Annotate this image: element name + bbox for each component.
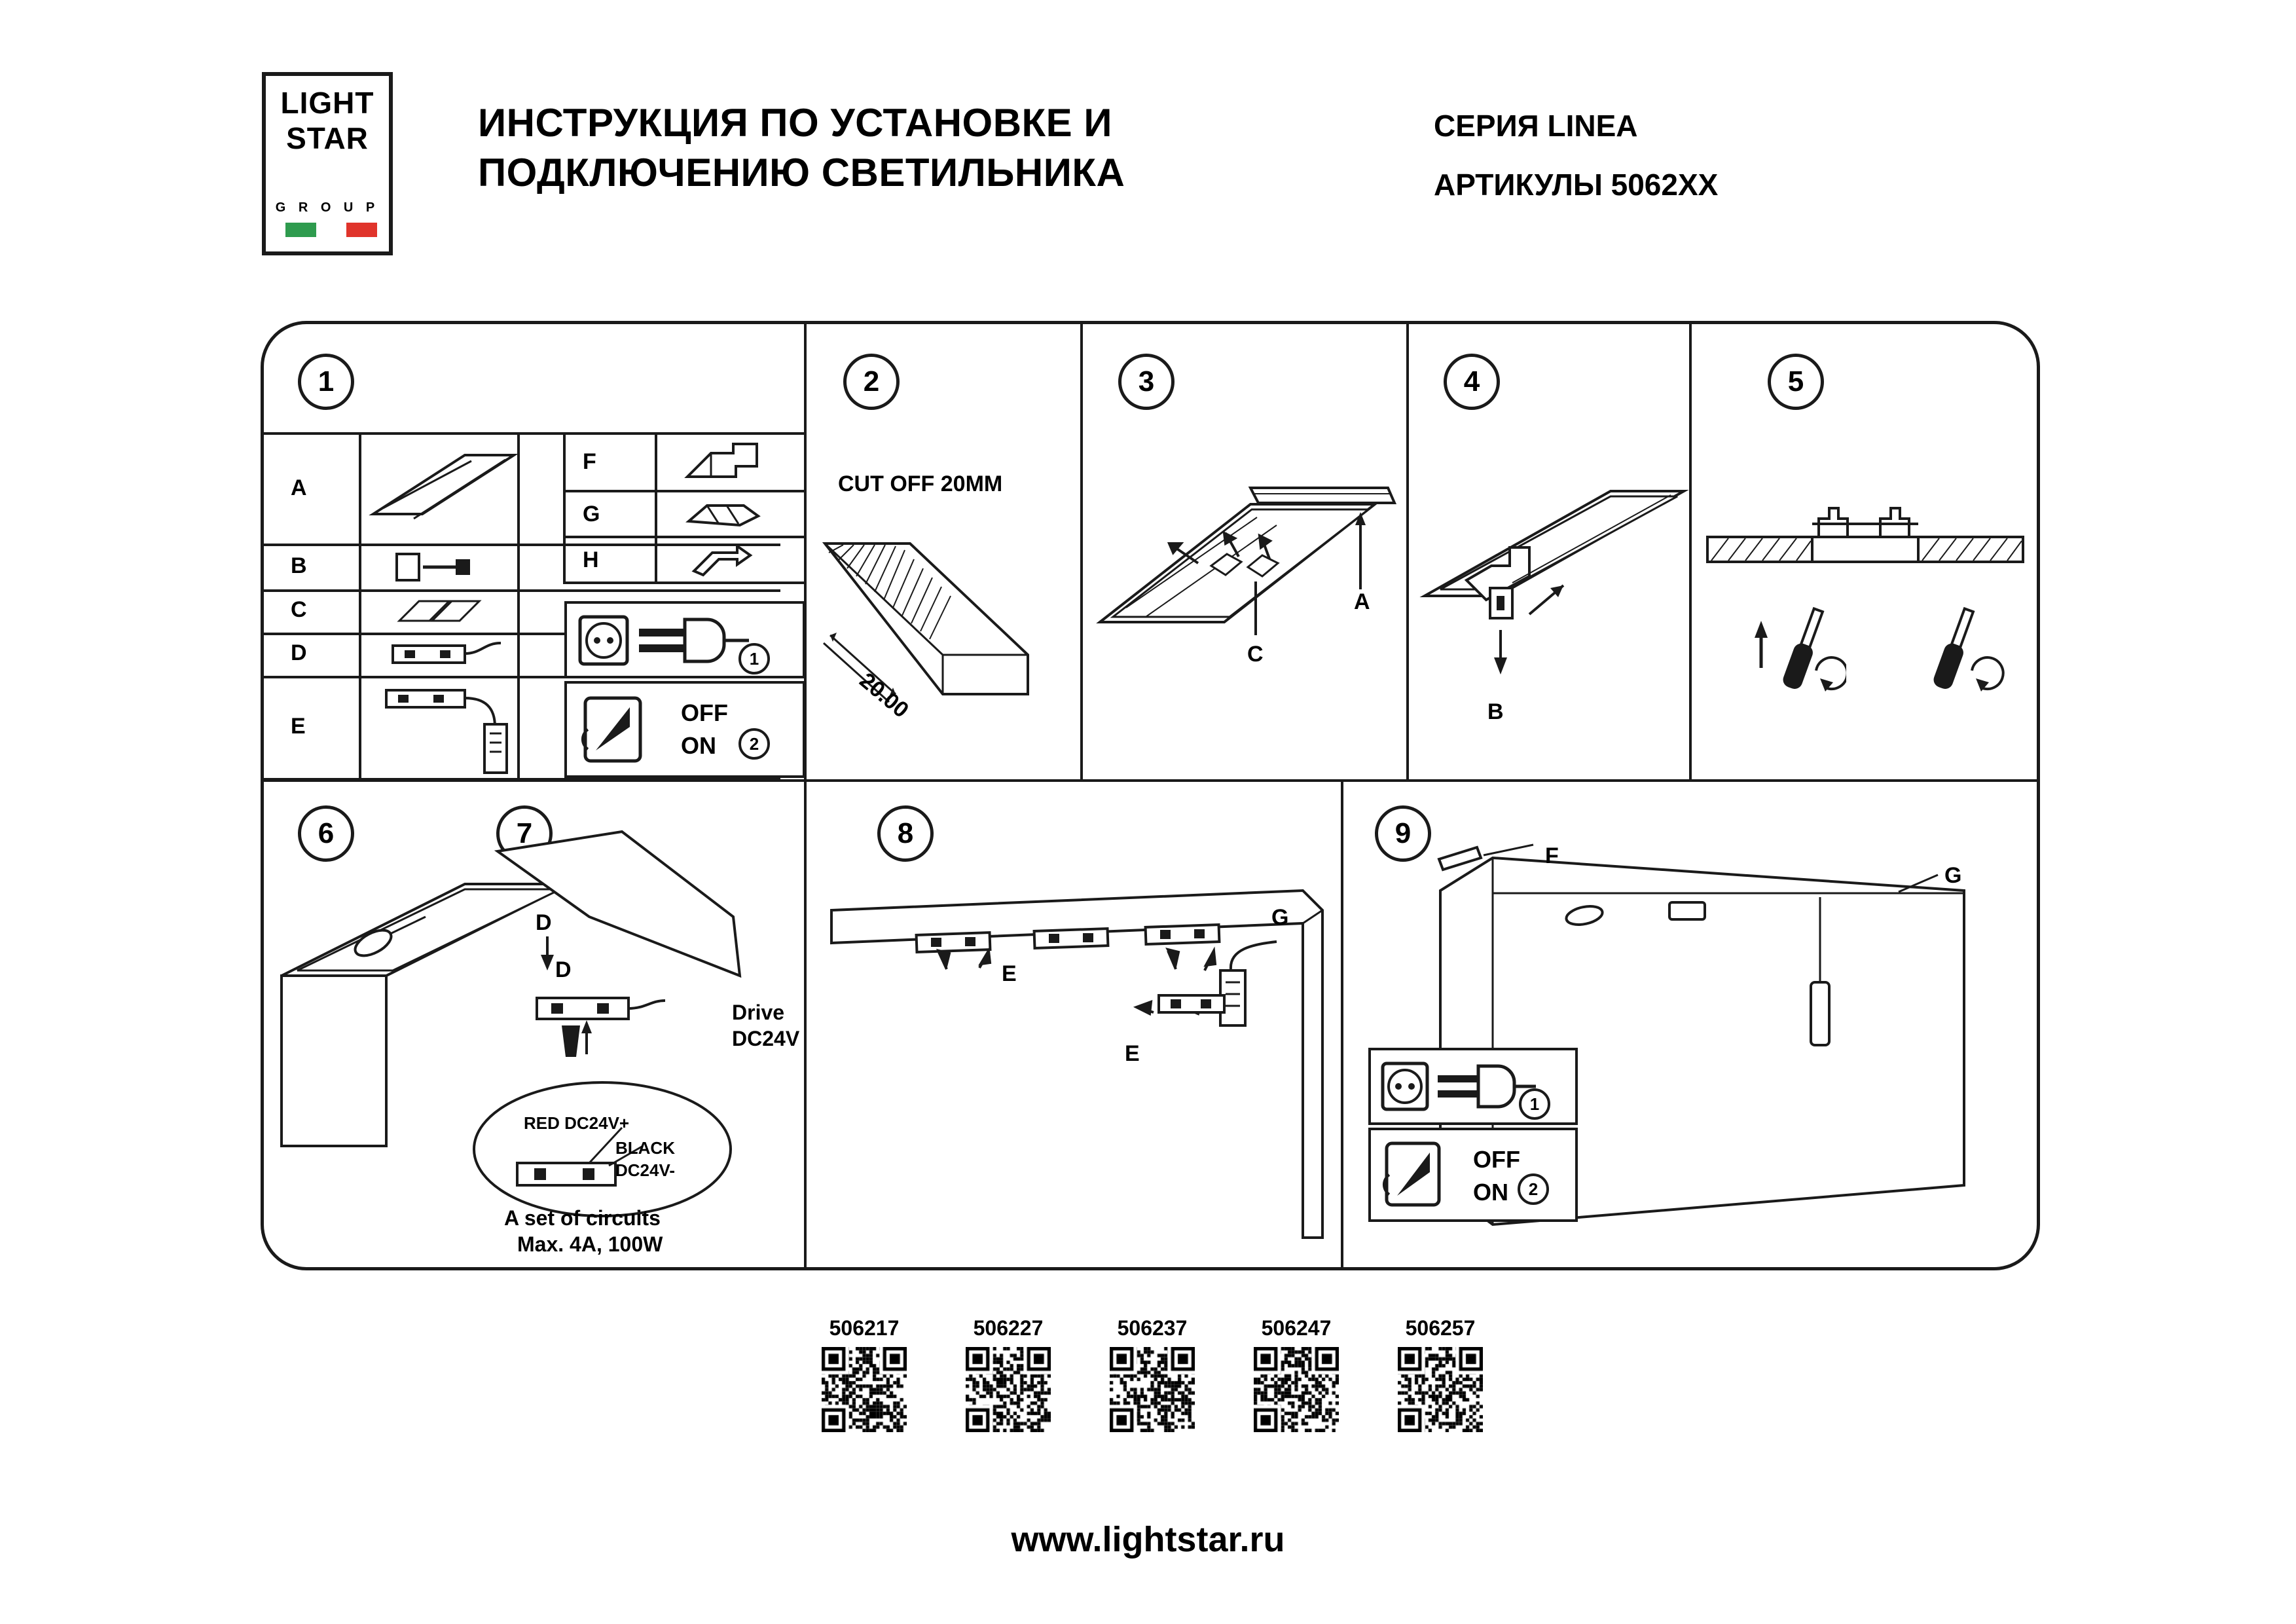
- part-a-drawing: [367, 445, 517, 530]
- step-badge-5: 5: [1768, 354, 1824, 410]
- switch-off-label: OFF: [681, 699, 728, 726]
- company-logo: [262, 72, 393, 255]
- step2-drawing: [812, 504, 1080, 779]
- step9-socket-number: 1: [1519, 1088, 1550, 1120]
- screwdriver-left-icon: [1741, 589, 1846, 714]
- step-badge-1: 1: [298, 354, 354, 410]
- series-label: СЕРИЯ LINEA: [1434, 109, 1638, 143]
- step-badge-7: 7: [496, 805, 553, 862]
- qr-code-0[interactable]: [822, 1347, 907, 1432]
- website-url[interactable]: www.lightstar.ru: [1011, 1520, 1285, 1559]
- title-line-1: ИНСТРУКЦИЯ ПО УСТАНОВКЕ И: [478, 101, 1112, 145]
- part-label-h: H: [583, 547, 599, 572]
- qr-code-2[interactable]: [1110, 1347, 1195, 1432]
- part-b-drawing: [393, 549, 478, 585]
- step-badge-9: 9: [1375, 805, 1431, 862]
- product-code-0: [805, 1316, 923, 1432]
- step9-off-label: OFF: [1473, 1146, 1520, 1173]
- logo-group-text: G R O U P: [275, 200, 380, 215]
- part-g-drawing: [681, 496, 766, 533]
- step7-driver-drawing: [524, 989, 740, 1074]
- parts2-rule-2: [563, 536, 805, 538]
- part-label-a: A: [291, 475, 307, 500]
- product-code-4: [1381, 1316, 1499, 1432]
- step9-switch-number: 2: [1518, 1173, 1549, 1205]
- product-code-number-2: 506237: [1117, 1316, 1188, 1340]
- parts2-rule-top: [563, 432, 805, 435]
- part-label-c: C: [291, 597, 307, 622]
- step7-black-label-2: DC24V-: [615, 1160, 676, 1180]
- step-badge-4: 4: [1444, 354, 1500, 410]
- product-code-1: [949, 1316, 1067, 1432]
- step-badge-6: 6: [298, 805, 354, 862]
- parts2-vrule: [655, 432, 657, 581]
- step7-label-d-bottom: D: [555, 957, 572, 982]
- product-code-2: [1093, 1316, 1211, 1432]
- part-h-drawing: [686, 542, 758, 579]
- step9-label-f: F: [1545, 843, 1559, 868]
- step9-switch-icon: [1381, 1139, 1453, 1211]
- step4-label-b: B: [1487, 699, 1504, 724]
- grid-divider-5: [804, 779, 807, 1269]
- cut-off-label: CUT OFF 20MM: [838, 471, 1003, 496]
- dimension-label: 20.00: [854, 668, 914, 723]
- step3-label-a: A: [1354, 589, 1370, 614]
- switch-step-number: 2: [738, 728, 770, 760]
- step-badge-2: 2: [843, 354, 900, 410]
- step7-note-1: A set of circuits: [504, 1206, 661, 1230]
- step8-drawing: [818, 871, 1342, 1264]
- product-code-number-0: 506217: [829, 1316, 900, 1340]
- part-label-f: F: [583, 449, 596, 474]
- part-label-e: E: [291, 714, 306, 739]
- part-label-g: G: [583, 502, 600, 526]
- parts2-rule-3: [563, 581, 805, 584]
- step7-label-d-top: D: [536, 910, 552, 935]
- screwdriver-right-icon: [1918, 589, 2023, 714]
- page-title: [478, 98, 1349, 198]
- product-code-3: [1237, 1316, 1355, 1432]
- qr-code-1[interactable]: [966, 1347, 1051, 1432]
- step8-label-g: G: [1271, 905, 1289, 930]
- step7-detail-ellipse: [471, 1074, 746, 1225]
- part-label-b: B: [291, 553, 307, 578]
- step7-red-label: RED DC24V+: [524, 1113, 630, 1133]
- qr-code-3[interactable]: [1254, 1347, 1339, 1432]
- parts2-vrule-left: [563, 432, 566, 581]
- parts-vrule-1: [359, 432, 361, 778]
- step7-black-label-1: BLACK: [615, 1138, 675, 1158]
- switch-icon: [579, 693, 657, 766]
- step9-on-label: ON: [1473, 1179, 1508, 1206]
- step7-drive-label-1: Drive: [732, 1001, 785, 1024]
- step7-drive-label-2: DC24V: [732, 1027, 800, 1050]
- step8-label-e2: E: [1125, 1041, 1140, 1066]
- part-d-drawing: [380, 634, 504, 673]
- grid-divider-2: [1080, 322, 1083, 779]
- step-badge-8: 8: [877, 805, 934, 862]
- part-label-d: D: [291, 640, 307, 665]
- step-badge-3: 3: [1118, 354, 1175, 410]
- product-code-number-1: 506227: [973, 1316, 1044, 1340]
- qr-code-4[interactable]: [1398, 1347, 1483, 1432]
- logo-line-1: LIGHT: [280, 86, 374, 120]
- switch-on-label: ON: [681, 732, 716, 759]
- socket-step-number: 1: [738, 643, 770, 674]
- part-c-drawing: [393, 593, 484, 630]
- part-e-drawing: [380, 681, 530, 779]
- grid-divider-4: [1689, 322, 1692, 779]
- step7-note-2: Max. 4A, 100W: [517, 1232, 663, 1256]
- title-line-2: ПОДКЛЮЧЕНИЮ СВЕТИЛЬНИКА: [478, 151, 1125, 194]
- product-code-number-3: 506247: [1261, 1316, 1332, 1340]
- step4-part-b-icon: [1486, 576, 1611, 694]
- italy-flag-icon: [285, 223, 377, 237]
- parts2-rule-1: [563, 490, 805, 492]
- product-code-number-4: 506257: [1405, 1316, 1476, 1340]
- logo-text: [266, 85, 389, 156]
- logo-line-2: STAR: [286, 121, 369, 155]
- parts-rule-2: [263, 589, 780, 592]
- step8-label-e1: E: [1002, 961, 1017, 986]
- part-f-drawing: [681, 440, 766, 487]
- step9-label-g: G: [1944, 863, 1962, 888]
- step3-label-c: C: [1247, 642, 1264, 667]
- article-label: АРТИКУЛЫ 5062XX: [1434, 168, 1719, 202]
